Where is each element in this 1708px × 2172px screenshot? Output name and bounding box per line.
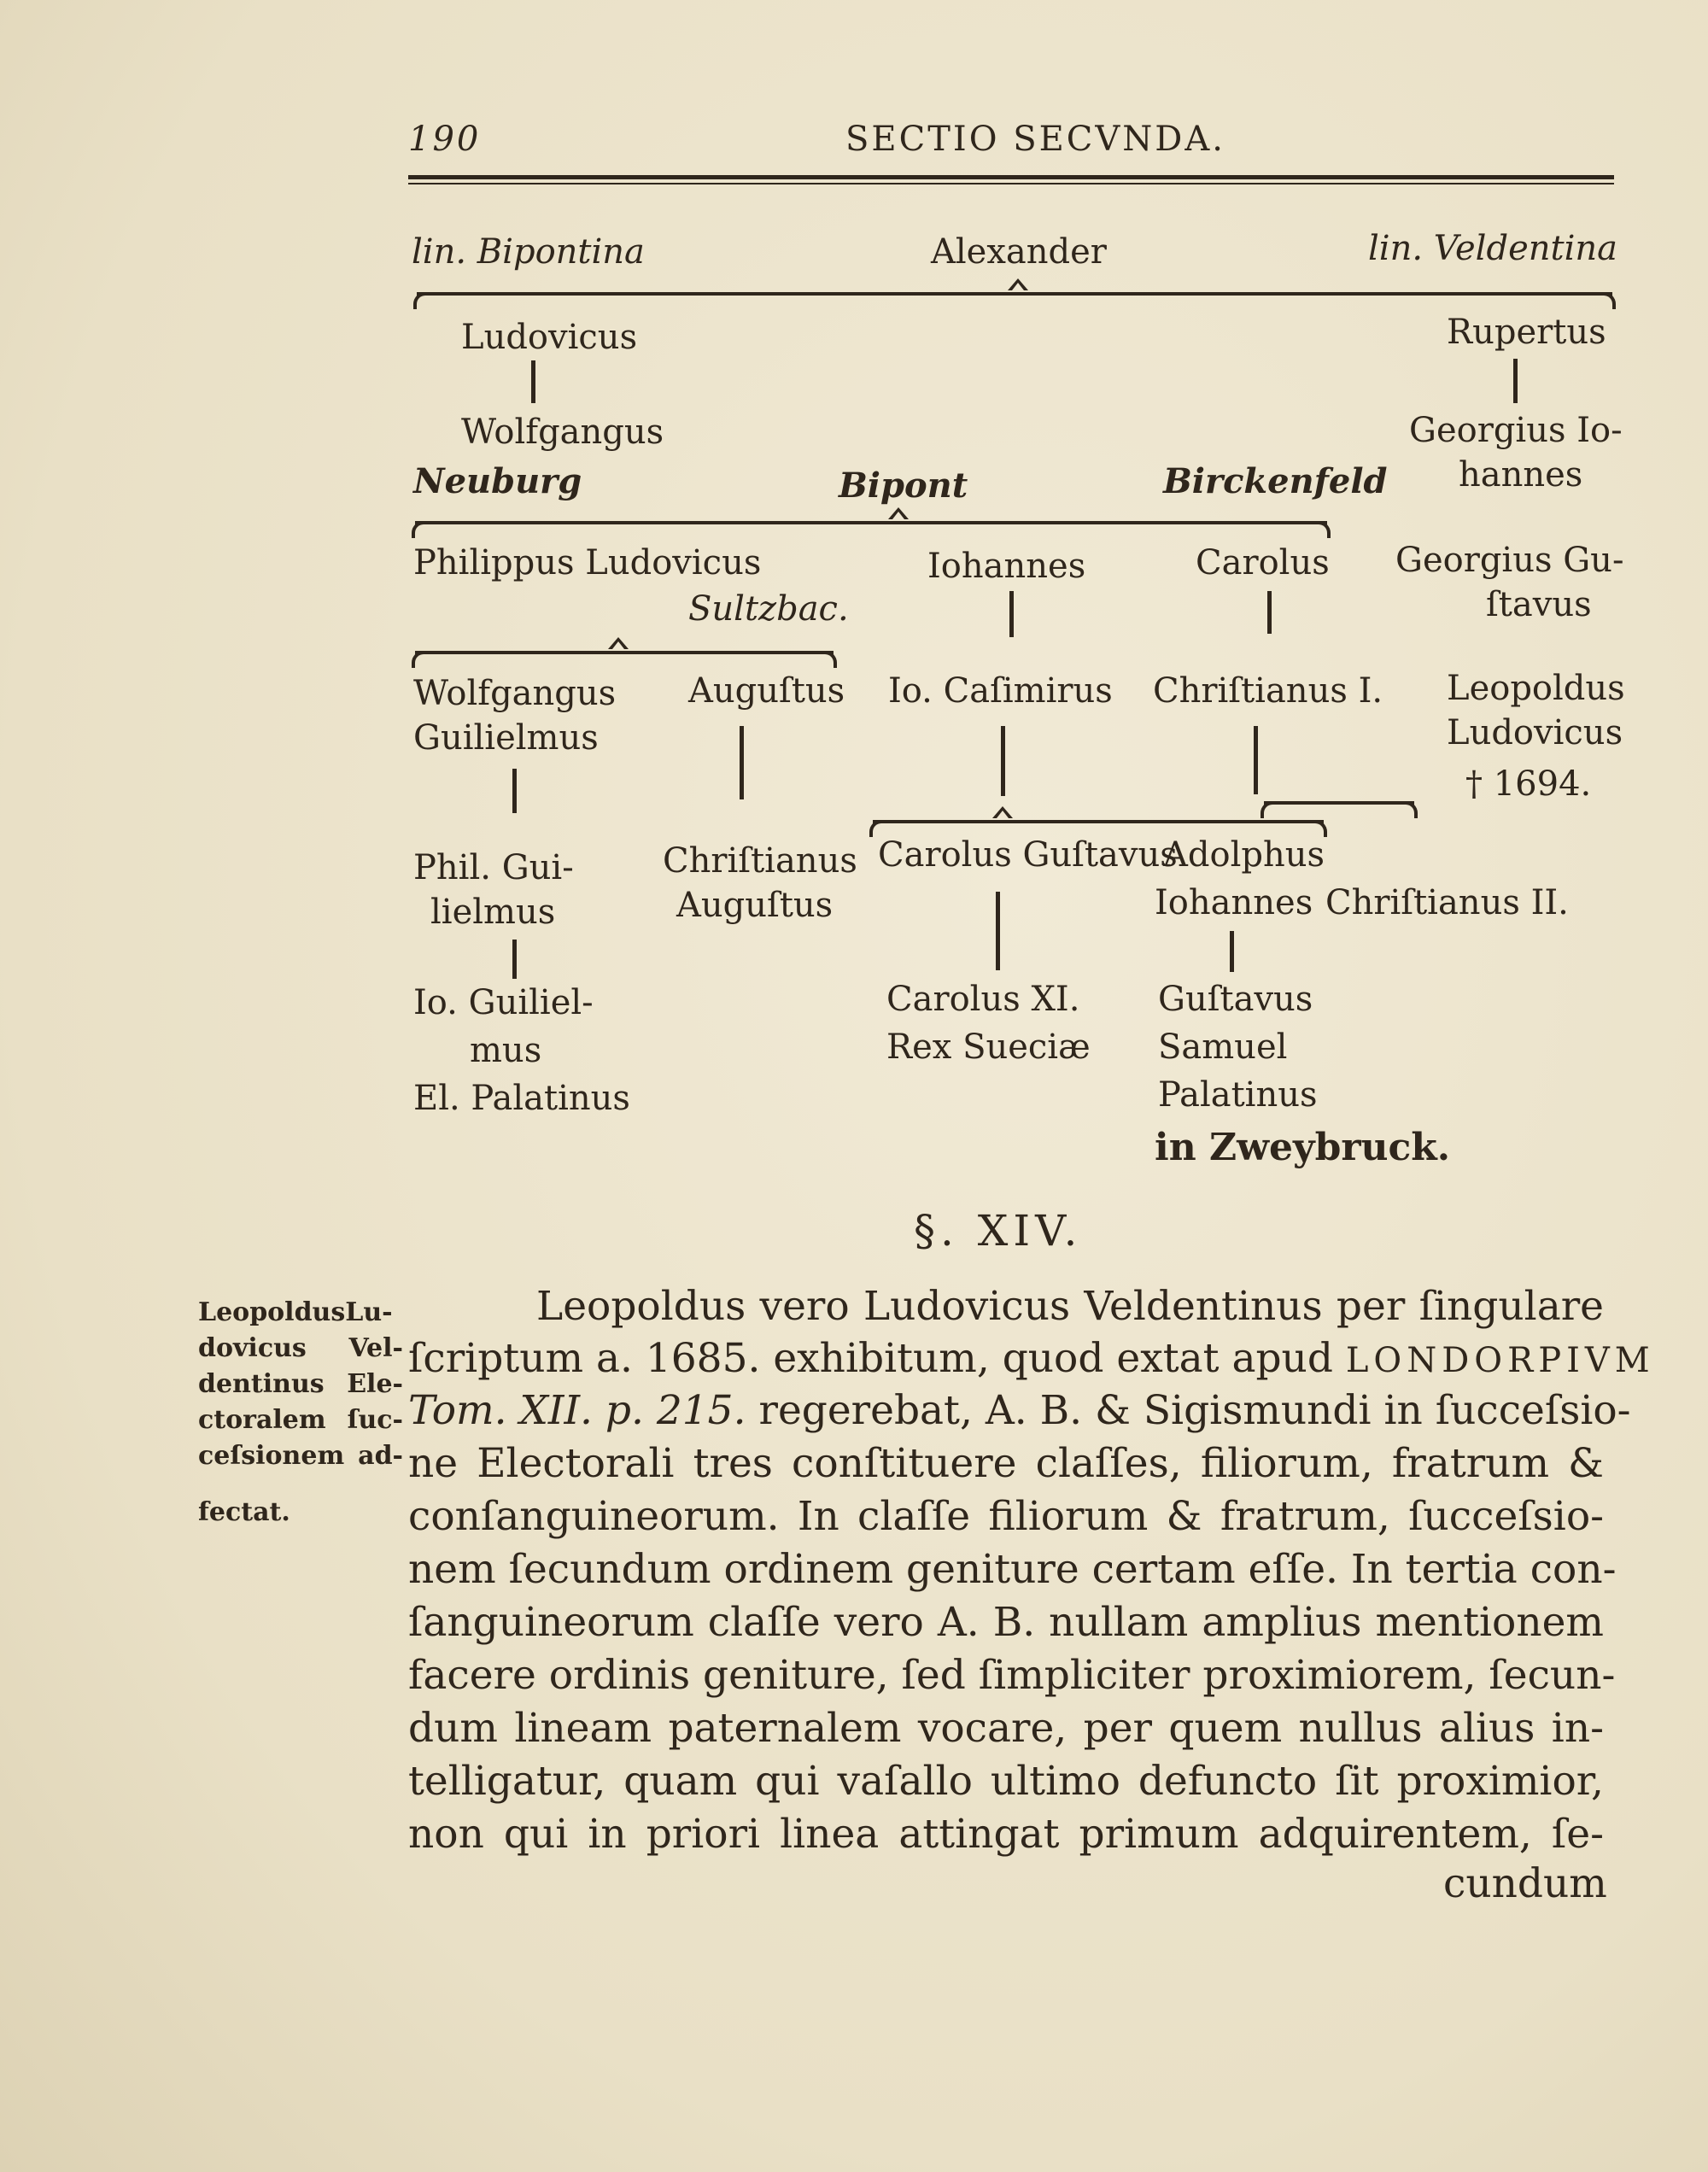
margin-note-line: fectat. (198, 1497, 290, 1527)
body-text: regerebat, A. B. & Sigismundi in ſucceſsio- (758, 1387, 1631, 1434)
christianus-i-name: Chriſtianus I. (1153, 671, 1383, 711)
christianus-augustus-line2: Auguſtus (676, 886, 834, 925)
birckenfeld-label: Birckenfeld (1163, 461, 1388, 501)
body-line: conſanguineorum. In claſſe filiorum & fratrum, ſucceſsio- (408, 1493, 1604, 1540)
philippus-ludovicus-name: Philippus Ludovicus (413, 543, 762, 583)
christianus-ii-name: Chriſtianus II. (1325, 883, 1569, 922)
page-number: 190 (408, 120, 482, 159)
bracket-wolfgangus (415, 521, 1327, 524)
body-line: ne Electorali tres conſtituere claſſes, filiorum, fratrum & (408, 1440, 1604, 1487)
bracket-philippus-peak (608, 637, 629, 649)
line-christianus-i (1254, 726, 1258, 794)
body-line: ſanguineorum claſſe vero A. B. nullam amplius mentionem (408, 1599, 1604, 1646)
body-line: dum lineam paternalem vocare, per quem nullus alius in- (408, 1705, 1604, 1752)
iohannes-name: Iohannes (927, 547, 1086, 586)
line-ludovicus-wolfgangus (531, 360, 535, 403)
body-line: Leopoldus vero Ludovicus Veldentinus per ſingulare (536, 1283, 1604, 1330)
bracket-philippus (415, 651, 834, 654)
io-guilielmus-line1: Io. Guiliel- (413, 983, 594, 1022)
phil-guilielmus-line1: Phil. Gui- (413, 848, 574, 887)
gustavus-samuel-line1: Guſtavus (1158, 980, 1313, 1019)
margin-note-line: ceſsionem ad- (198, 1441, 403, 1471)
line-veldentina-label: lin. Veldentina (1368, 229, 1617, 268)
phil-guilielmus-line2: lielmus (430, 893, 556, 932)
line-bipontina-label: lin. Bipontina (412, 232, 645, 272)
body-text: ſcriptum a. 1685. exhibitum, quod extat apud (408, 1335, 1333, 1382)
catchword: cundum (1443, 1860, 1607, 1907)
adolphus-iohannes-name: Iohannes (1155, 883, 1313, 922)
body-line: facere ordinis geniture, ſed ſimpliciter proximiorem, ſecun- (408, 1652, 1616, 1699)
georgius-gustavus-line1: Georgius Gu- (1395, 541, 1624, 580)
body-line: nem ſecundum ordinem geniture certam eſſe. In tertia con- (408, 1546, 1617, 1593)
author-small-caps: LONDORPIVM (1345, 1341, 1655, 1380)
gustavus-samuel-line2: Samuel (1158, 1027, 1288, 1067)
line-phil-io (512, 940, 517, 979)
wolfgangus-name: Wolfgangus (461, 413, 664, 452)
line-wolfgangus-phil (512, 769, 517, 813)
bipont-label: Bipont (839, 465, 968, 506)
leopoldus-death-year: † 1694. (1465, 764, 1592, 804)
header-rule-thin (408, 183, 1614, 184)
georgius-iohannes-line1: Georgius Io- (1409, 411, 1623, 450)
line-carolus-gustavus-xi (996, 892, 1000, 970)
carolus-gustavus-name: Carolus Guſtavus (878, 835, 1178, 875)
line-casimirus-carolus (1001, 726, 1005, 796)
neuburg-label: Neuburg (413, 461, 582, 501)
io-guilielmus-line2: mus (470, 1031, 542, 1070)
adolphus-name: Adolphus (1163, 835, 1325, 875)
wolfgangus-guilielmus-line1: Wolfgangus (413, 674, 617, 713)
io-casimirus-name: Io. Caſimirus (888, 671, 1113, 711)
carolus-name: Carolus (1196, 543, 1330, 583)
margin-note-line: dovicus Vel- (198, 1333, 403, 1363)
margin-note-line: LeopoldusLu- (198, 1297, 393, 1327)
bracket-alexander (417, 292, 1612, 296)
leopoldus-ludovicus-line2: Ludovicus (1447, 713, 1623, 752)
header-rule (408, 175, 1614, 179)
wolfgangus-guilielmus-line2: Guilielmus (413, 718, 599, 758)
augustus-name: Auguſtus (688, 671, 845, 711)
leopoldus-ludovicus-line1: Leopoldus (1447, 669, 1625, 708)
bracket-casimirus-peak (992, 806, 1013, 818)
line-carolus-christianus (1267, 591, 1272, 634)
rupertus-name: Rupertus (1447, 313, 1606, 352)
io-guilielmus-line3: El. Palatinus (413, 1079, 630, 1118)
bracket-wolfgangus-peak (888, 507, 909, 519)
citation-italic: Tom. XII. p. 215. (408, 1387, 746, 1434)
bracket-alexander-peak (1008, 278, 1028, 290)
running-title: SECTIO SECVNDA. (845, 120, 1225, 159)
ludovicus-name: Ludovicus (461, 318, 638, 357)
section-heading: §. XIV. (914, 1206, 1083, 1256)
bracket-christianus-i (1264, 801, 1414, 805)
bracket-casimirus (873, 820, 1324, 823)
line-iohannes-gustavus-samuel (1230, 931, 1234, 972)
body-line (408, 1385, 1631, 1437)
georgius-gustavus-line2: ſtavus (1486, 585, 1592, 624)
margin-note-line: dentinus Ele- (198, 1369, 403, 1399)
christianus-augustus-line1: Chriſtianus (663, 841, 857, 881)
gustavus-samuel-line3: Palatinus (1158, 1075, 1318, 1115)
carolus-xi-line1: Carolus XI. (886, 980, 1080, 1019)
line-augustus-christianus (740, 726, 744, 799)
carolus-xi-line2: Rex Sueciæ (886, 1027, 1091, 1067)
line-rupertus-georgius (1513, 359, 1518, 403)
body-line (408, 1333, 1655, 1387)
margin-note-line: ctoralem ſuc- (198, 1405, 403, 1435)
alexander-name: Alexander (931, 232, 1107, 272)
body-line: telligatur, quam qui vaſallo ultimo defuncto ſit proximior, (408, 1758, 1604, 1805)
sultzbac-label: Sultzbac. (688, 589, 849, 629)
gustavus-samuel-line4: in Zweybruck. (1155, 1126, 1451, 1169)
body-line: non qui in priori linea attingat primum adquirentem, ſe- (408, 1811, 1604, 1858)
georgius-iohannes-line2: hannes (1459, 455, 1583, 495)
line-iohannes-casimirus (1009, 591, 1014, 637)
